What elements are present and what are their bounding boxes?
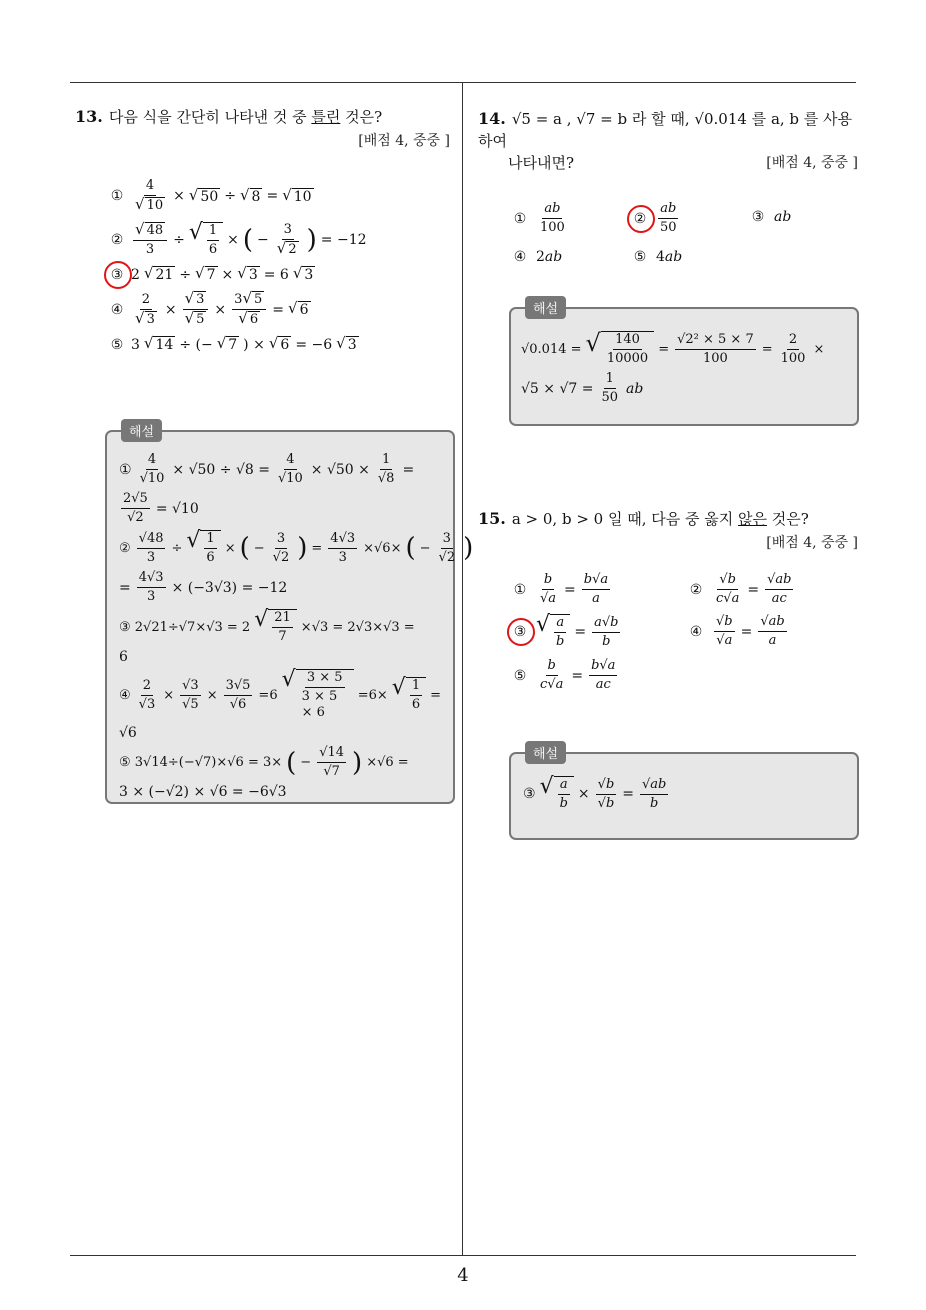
solution-line: ② $\frac{√48}{3}$ ÷ √ $\frac{1}{6}$ × ( − $\frac{3}{√2}$ ) = $\frac{4√3}{3}$ ×√6× ( − $\frac{3}{√2}$ ) bbox=[119, 528, 474, 565]
solution-line: 3 × (−√2) × √6 = −6√3 bbox=[119, 784, 287, 800]
q13-title-post: 것은? bbox=[340, 108, 383, 126]
q14-choices bbox=[512, 201, 858, 281]
q15-title bbox=[478, 508, 858, 530]
choice-mark: ⑤ bbox=[633, 249, 647, 265]
q14-choice-2[interactable] bbox=[632, 201, 681, 236]
top-rule bbox=[70, 82, 856, 83]
q14-choice-1[interactable] bbox=[512, 201, 569, 236]
q15-choice-2[interactable] bbox=[688, 572, 795, 607]
q15-title-underlined: 않은 bbox=[738, 510, 768, 528]
solution-line: ④ $\frac{2}{√3}$ × $\frac{√3}{√5}$ × $\frac{3√5}{√6}$ =6 √ $\frac{3 \times 5}{3 \times 5 \times 6}$ =6× √ $\frac{1}{6}$ = bbox=[119, 667, 441, 720]
q15-number: 15. bbox=[478, 509, 506, 528]
q13-title-pre: 다음 식을 간단히 나타낸 것 중 bbox=[108, 108, 312, 126]
q13-choice-2-expr: √ 48 3 ÷ √ $\frac{1}{6}$ × ( − 3 √ 2 ) = −12 bbox=[135, 220, 367, 257]
q13-choice-5[interactable] bbox=[109, 336, 450, 353]
q13-score: [배점 4, 중중 ] bbox=[358, 133, 450, 149]
solution-line: √6 bbox=[119, 725, 137, 741]
q15-choice-1-expr: $\frac{b}{√a}$ = $\frac{b√a}{a}$ bbox=[540, 572, 609, 606]
q15-score: [배점 4, 중중 ] bbox=[766, 535, 858, 551]
choice-mark bbox=[632, 211, 648, 227]
q14-title-b: 나타내면? bbox=[508, 154, 575, 172]
q13-choice-2[interactable] bbox=[109, 222, 450, 258]
q14-solution-body bbox=[511, 309, 857, 406]
choice-mark: ⑤ bbox=[110, 336, 124, 353]
q14-score: [배점 4, 중중 ] bbox=[766, 155, 858, 171]
selected-answer-circle-icon bbox=[104, 261, 132, 289]
solution-line: 6 bbox=[119, 649, 128, 665]
q14-number: 14. bbox=[478, 109, 506, 128]
solution-line: $\frac{2√5}{√2}$ = √10 bbox=[123, 491, 199, 525]
q15-choice-4-expr: $\frac{√b}{√a}$ = $\frac{√ab}{a}$ bbox=[716, 614, 785, 648]
choice-mark: ③ bbox=[751, 209, 765, 225]
q15-title-pre: a > 0, b > 0 일 때, 다음 중 옳지 bbox=[511, 510, 739, 528]
choice-mark-text: ② bbox=[633, 210, 647, 227]
q13-choice-1[interactable] bbox=[109, 178, 450, 214]
choice-mark bbox=[512, 624, 528, 640]
solution-line: = $\frac{4√3}{3}$ × (−3√3) = −12 bbox=[119, 570, 288, 604]
q13-choices bbox=[109, 178, 450, 353]
choice-mark: ④ bbox=[689, 623, 703, 640]
question-13 bbox=[75, 106, 450, 361]
page-number: 4 bbox=[457, 1265, 469, 1286]
question-15 bbox=[478, 508, 858, 702]
q14-choice-4[interactable] bbox=[512, 249, 562, 265]
q15-choice-3[interactable] bbox=[512, 614, 622, 650]
q13-choice-5-expr: 3 √ 14 ÷ (− √ 7 ) × √ 6 = −6 √ 3 bbox=[131, 334, 357, 353]
q15-solution-box bbox=[509, 747, 859, 840]
choice-mark: ④ bbox=[513, 249, 527, 265]
q15-choice-1[interactable] bbox=[512, 572, 612, 607]
q15-title-post: 것은? bbox=[767, 510, 809, 528]
q14-choice-5-expr: 4ab bbox=[656, 249, 683, 265]
choice-mark: ② bbox=[110, 232, 124, 248]
choice-mark: ① bbox=[513, 581, 527, 598]
q13-title bbox=[75, 106, 450, 128]
q14-choice-2-expr: $\frac{ab}{50}$ bbox=[660, 201, 677, 235]
solution-line: ⑤ 3√14÷(−√7)×√6 = 3× ( − $\frac{√14}{√7}$ ) ×√6 = bbox=[119, 745, 409, 779]
q13-title-underlined: 틀린 bbox=[311, 108, 341, 126]
solution-line: √0.014 = √ $\frac{140}{10000}$ = $\frac{\text{√2² × 5 × 7}}{100}$ = $\frac{2}{100}$ × bbox=[521, 329, 825, 366]
q13-choice-1-expr: 4 √ 10 × √ 50 ÷ √ 8 = √ 10 bbox=[135, 178, 312, 213]
bottom-rule bbox=[70, 1255, 856, 1256]
solution-line: √5 × √7 = $\frac{1}{50}$ ab bbox=[521, 371, 644, 405]
solution-badge: 해설 bbox=[525, 741, 566, 764]
choice-mark: ④ bbox=[110, 301, 124, 318]
q13-choice-3[interactable] bbox=[109, 266, 450, 283]
q15-choice-4[interactable] bbox=[688, 614, 789, 649]
q15-choice-5-expr: $\frac{b}{c√a}$ = $\frac{b√a}{ac}$ bbox=[540, 658, 616, 692]
q15-choice-5[interactable] bbox=[512, 658, 619, 693]
q14-choice-4-expr: 2ab bbox=[536, 249, 563, 265]
q14-choice-3[interactable] bbox=[750, 209, 791, 225]
q14-title bbox=[478, 108, 858, 152]
column-divider bbox=[462, 82, 463, 1256]
q14-title-row2 bbox=[478, 152, 858, 173]
selected-answer-circle-icon bbox=[627, 205, 655, 233]
q13-choice-4[interactable] bbox=[109, 291, 450, 328]
q15-choice-3-expr: √ $\frac{a}{b}$ = $\frac{a√b}{b}$ bbox=[536, 612, 619, 649]
q14-choice-1-expr: $\frac{ab}{100}$ bbox=[540, 201, 565, 235]
selected-answer-circle-icon bbox=[507, 618, 535, 646]
q15-choice-2-expr: $\frac{√b}{c√a}$ = $\frac{√ab}{ac}$ bbox=[716, 572, 792, 606]
q13-choice-3-expr: 2 √ 21 ÷ √ 7 × √ 3 = 6 √ 3 bbox=[131, 264, 314, 283]
question-14 bbox=[478, 108, 858, 281]
solution-line: ③ 2√21÷√7×√3 = 2 √ $\frac{21}{7}$ ×√3 = 2√3×√3 = bbox=[119, 607, 415, 644]
q14-choice-3-expr: ab bbox=[774, 209, 792, 225]
choice-mark: ② bbox=[689, 581, 703, 598]
choice-mark-text: ③ bbox=[513, 624, 527, 640]
q13-solution-box bbox=[105, 425, 474, 804]
q13-number: 13. bbox=[75, 107, 103, 126]
q13-choice-4-expr: 2 √ 3 × √ 3 √ 5 × 3 √ 5 √ 6 = √ 6 bbox=[135, 289, 309, 327]
solution-badge: 해설 bbox=[525, 296, 566, 319]
q14-choice-5[interactable] bbox=[632, 249, 682, 265]
choice-mark: ③ bbox=[109, 267, 125, 283]
q13-solution-body bbox=[107, 432, 474, 800]
q14-solution-box bbox=[509, 302, 859, 426]
solution-badge: 해설 bbox=[121, 419, 162, 442]
solution-line: ① $\frac{4}{√10}$ × √50 ÷ √8 = $\frac{4}{√10}$ × √50 × $\frac{1}{√8}$ = bbox=[119, 452, 415, 486]
choice-mark: ⑤ bbox=[513, 667, 527, 684]
solution-line: ③ √ $\frac{a}{b}$ × $\frac{√b}{√b}$ = $\frac{√ab}{b}$ bbox=[523, 774, 667, 811]
choice-mark: ① bbox=[513, 210, 527, 227]
choice-mark: ① bbox=[110, 188, 124, 204]
q14-title-a: √5 = a , √7 = b 라 할 때, √0.014 를 a, b 를 사용하여 bbox=[478, 110, 853, 150]
q15-choices bbox=[512, 572, 858, 702]
